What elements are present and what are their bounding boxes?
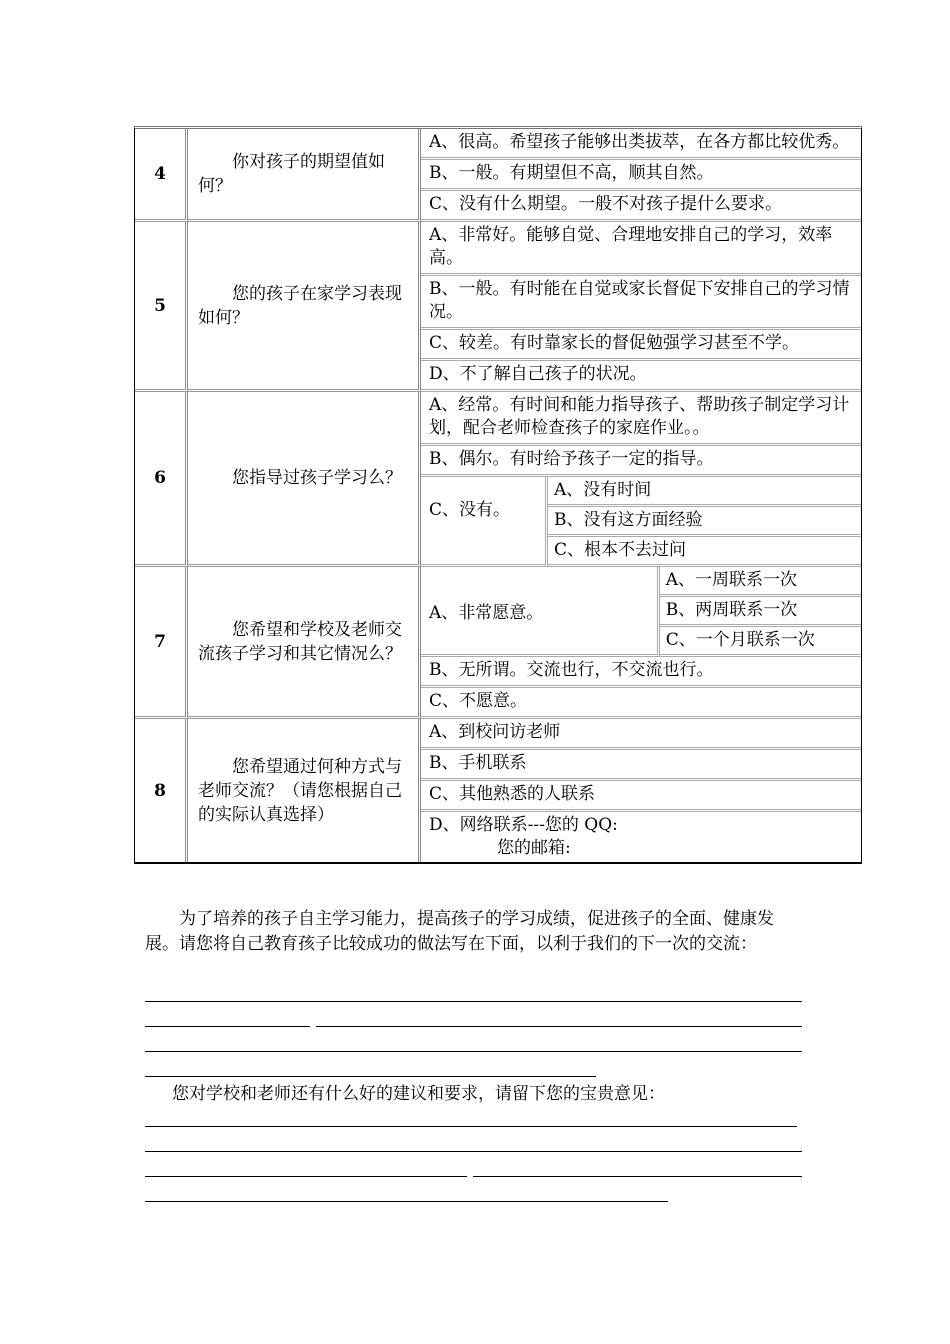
answer-option[interactable]: B、无所谓。交流也行，不交流也行。 <box>421 657 861 688</box>
answer-option[interactable]: B、偶尔。有时给予孩子一定的指导。 <box>421 446 861 477</box>
question-number: 8 <box>135 719 188 862</box>
survey-table <box>134 126 862 864</box>
email-label: 您的邮箱: <box>497 838 571 858</box>
answer-option[interactable]: C、其他熟悉的人联系 <box>421 781 861 812</box>
answer-option[interactable]: A、经常。有时间和能力指导孩子、帮助孩子制定学习计划，配合老师检查孩子的家庭作业。。 <box>421 392 861 446</box>
answer-line[interactable] <box>145 1076 596 1077</box>
answer-option[interactable]: A、非常好。能够自觉、合理地安排自己的学习，效率高。 <box>421 222 861 276</box>
advice-prompt: 您对学校和老师还有什么好的建议和要求，请留下您的宝贵意见： <box>172 1084 665 1104</box>
answer-option-group[interactable]: A、非常愿意。 <box>421 567 660 657</box>
answer-option[interactable]: C、不愿意。 <box>421 688 861 719</box>
answer-option-group[interactable]: C、没有。 <box>421 477 548 567</box>
answer-line[interactable] <box>316 1026 802 1027</box>
answer-option[interactable]: B、一般。有时能在自觉或家长督促下安排自己的学习情况。 <box>421 276 861 330</box>
answer-line[interactable] <box>145 1201 668 1202</box>
answer-option[interactable]: B、手机联系 <box>421 750 861 781</box>
sub-option[interactable]: A、一周联系一次 <box>660 567 861 597</box>
sub-option[interactable]: C、根本不去过问 <box>548 537 861 567</box>
contact-option[interactable] <box>421 812 861 862</box>
qq-label: D、网络联系---您的 QQ: <box>429 815 618 835</box>
answer-option[interactable]: D、不了解自己孩子的状况。 <box>421 361 861 392</box>
answer-option[interactable]: B、一般。有期望但不高，顺其自然。 <box>421 160 861 191</box>
answer-line[interactable] <box>145 1151 802 1152</box>
question-number: 5 <box>135 222 188 392</box>
question-text: 您希望和学校及老师交流孩子学习和其它情况么？ <box>188 567 421 719</box>
sub-option[interactable]: B、两周联系一次 <box>660 597 861 627</box>
question-text: 您的孩子在家学习表现如何？ <box>188 222 421 392</box>
answer-line[interactable] <box>473 1176 802 1177</box>
question-text: 您希望通过何种方式与老师交流？（请您根据自己的实际认真选择） <box>188 719 421 862</box>
question-number: 7 <box>135 567 188 719</box>
answer-line[interactable] <box>145 1176 467 1177</box>
answer-option[interactable]: A、到校问访老师 <box>421 719 861 750</box>
sub-option[interactable]: A、没有时间 <box>548 477 861 507</box>
answer-option[interactable]: A、很高。希望孩子能够出类拔萃，在各方都比较优秀。 <box>421 129 861 160</box>
question-text: 您指导过孩子学习么？ <box>188 392 421 567</box>
suggestion-prompt: 为了培养的孩子自主学习能力，提高孩子的学习成绩，促进孩子的全面、健康发展。请您将自己教育孩子比较成功的做法写在下面，以利于我们的下一次的交流： <box>145 909 774 954</box>
question-number: 4 <box>135 129 188 222</box>
question-number: 6 <box>135 392 188 567</box>
answer-line[interactable] <box>145 1126 797 1127</box>
answer-line[interactable] <box>145 1026 310 1027</box>
answer-option[interactable]: C、较差。有时靠家长的督促勉强学习甚至不学。 <box>421 330 861 361</box>
sub-option[interactable]: C、一个月联系一次 <box>660 627 861 657</box>
sub-option[interactable]: B、没有这方面经验 <box>548 507 861 537</box>
answer-line[interactable] <box>145 1001 802 1002</box>
question-text: 你对孩子的期望值如何？ <box>188 129 421 222</box>
answer-line[interactable] <box>145 1051 802 1052</box>
answer-option[interactable]: C、没有什么期望。一般不对孩子提什么要求。 <box>421 191 861 222</box>
